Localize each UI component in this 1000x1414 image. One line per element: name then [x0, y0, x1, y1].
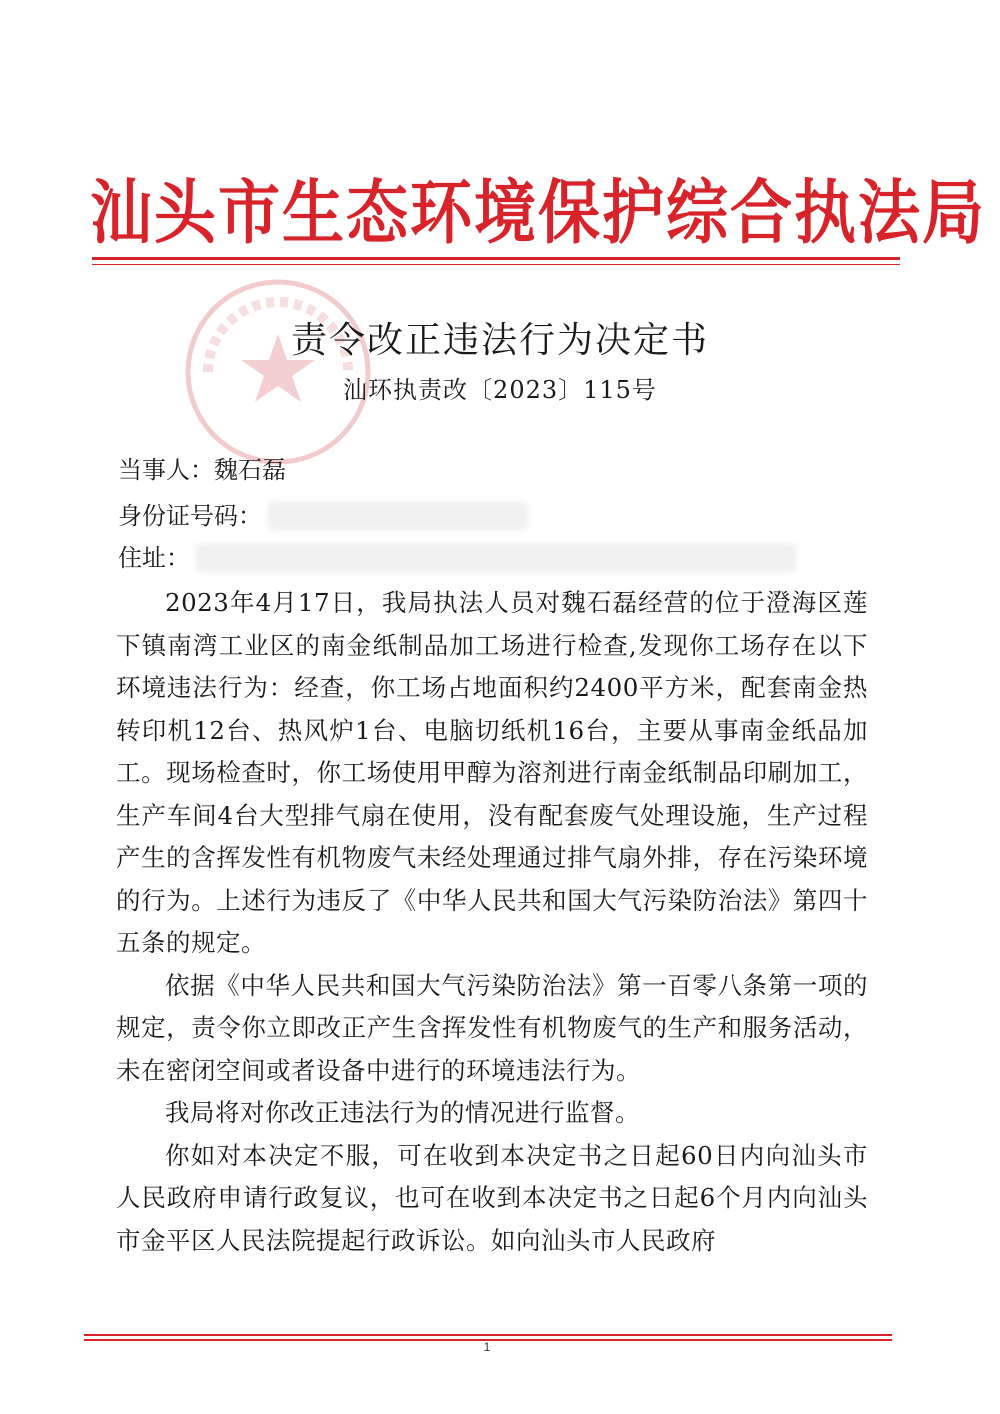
address-field — [118, 538, 190, 578]
body-paragraph-appeal: 你如对本决定不服，可在收到本决定书之日起60日内向汕头市人民政府申请行政复议，也可在收到本决定书之日起6个月内向汕头市金平区人民法院提起行政诉讼。如向汕头市人民政府 — [116, 1140, 868, 1255]
body-paragraph-supervision: 我局将对你改正违法行为的情况进行监督。 — [165, 1098, 640, 1127]
issuing-agency-header: 汕头市生态环境保护综合执法局 — [90, 171, 987, 254]
document-number: 汕环执责改〔2023〕115号 — [343, 376, 657, 404]
document-title: 责令改正违法行为决定书 — [290, 320, 709, 361]
address-label: 住址： — [118, 544, 190, 572]
footer-red-rule — [84, 1334, 892, 1336]
id-number-redaction — [268, 502, 528, 530]
id-number-field — [118, 496, 262, 536]
header-red-rule — [92, 257, 900, 260]
id-number-label: 身份证号码： — [118, 502, 262, 530]
party-name-label: 当事人： — [118, 456, 214, 484]
party-name-field — [118, 450, 286, 490]
body-paragraph-order: 依据《中华人民共和国大气污染防治法》第一百零八条第一项的规定，责令你立即改正产生含挥发性有机物废气的生产和服务活动，未在密闭空间或者设备中进行的环境违法行为。 — [116, 970, 868, 1085]
address-redaction — [196, 544, 796, 572]
body-paragraph-facts: 2023年4月17日，我局执法人员对魏石磊经营的位于澄海区莲下镇南湾工业区的南金纸制品加工场进行检查,发现你工场存在以下环境违法行为：经查，你工场占地面积约2400平方米，配套南金热转印机12台、热风炉1台、电脑切纸机16台，主要从事南金纸品加工。现场检查时，你工场使用甲醇为溶剂进行南金纸制品印刷加工，生产车间4台大型排气扇在使用，没有配套废气处理设施，生产过程产生的含挥发性有机物废气未经处理通过排气扇外排，存在污染环境的行为。上述行为违反了《中华人民共和国大气污染防治法》第四十五条的规定。 — [116, 588, 868, 957]
page-number: 1 — [483, 1340, 491, 1354]
decision-body — [116, 582, 868, 1262]
party-name-value: 魏石磊 — [214, 456, 286, 484]
